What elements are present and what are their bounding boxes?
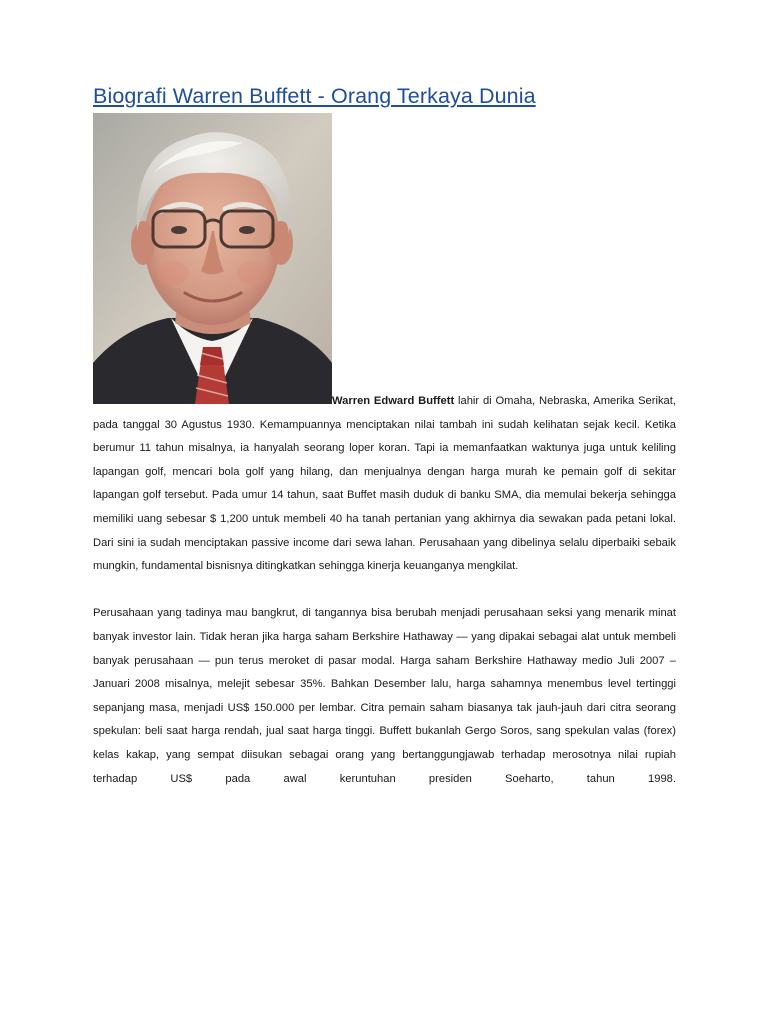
article-body — [93, 390, 676, 791]
paragraph-1-text: lahir di Omaha, Nebraska, Amerika Serikat, pada tanggal 30 Agustus 1930. Kemampuannya menciptakan nilai tambah ini sudah kelihatan sejak kecil. Ketika berumur 11 tahun misalnya, ia hanyalah seorang loper koran. Tapi ia memanfaatkan waktunya juga untuk keliling lapangan golf, mencari bola golf yang hilang, dan menjualnya dengan harga murah ke pemain golf di sekitar lapangan golf tersebut. Pada umur 14 tahun, saat Buffet masih duduk di banku SMA, dia memulai bekerja sehingga memiliki uang sebesar $ 1,200 untuk membeli 40 ha tanah pertanian yang akhirnya dia sewakan pada petani lokal. Dari sini ia sudah menciptakan passive income dari sewa lahan. Perusahaan yang dibelinya selalu diperbaiki sebaik mungkin, fundamental bisnisnya ditingkatkan sehingga kinerja keuanganya mengkilat. — [93, 395, 676, 573]
article-title-link[interactable]: Biografi Warren Buffett - Orang Terkaya Dunia — [93, 84, 536, 108]
paragraph-1 — [93, 390, 676, 579]
portrait-photo — [93, 113, 332, 404]
paragraph-2 — [93, 602, 676, 791]
lead-name: Warren Edward Buffett — [332, 395, 455, 407]
paragraph-2-text: Perusahaan yang tadinya mau bangkrut, di tangannya bisa berubah menjadi perusahaan seksi yang menarik minat banyak investor lain. Tidak heran jika harga saham Berkshire Hathaway — yang dipakai sebagai alat untuk membeli banyak perusahaan — pun terus meroket di pasar modal. Harga saham Berkshire Hathaway medio Juli 2007 – Januari 2008 misalnya, melejit sebesar 35%. Bahkan Desember lalu, harga sahamnya menembus level tertinggi sepanjang masa, menjadi US$ 150.000 per lembar. Citra pemain saham biasanya tak jauh-jauh dari citra seorang spekulan: beli saat harga rendah, jual saat harga tinggi. Buffett bukanlah Gergo Soros, sang spekulan valas (forex) kelas kakap, yang sempat diisukan sebagai orang yang bertanggungjawab terhadap merosotnya nilai rupiah terhadap US$ pada awal keruntuhan presiden Soeharto, tahun 1998. — [93, 607, 676, 785]
